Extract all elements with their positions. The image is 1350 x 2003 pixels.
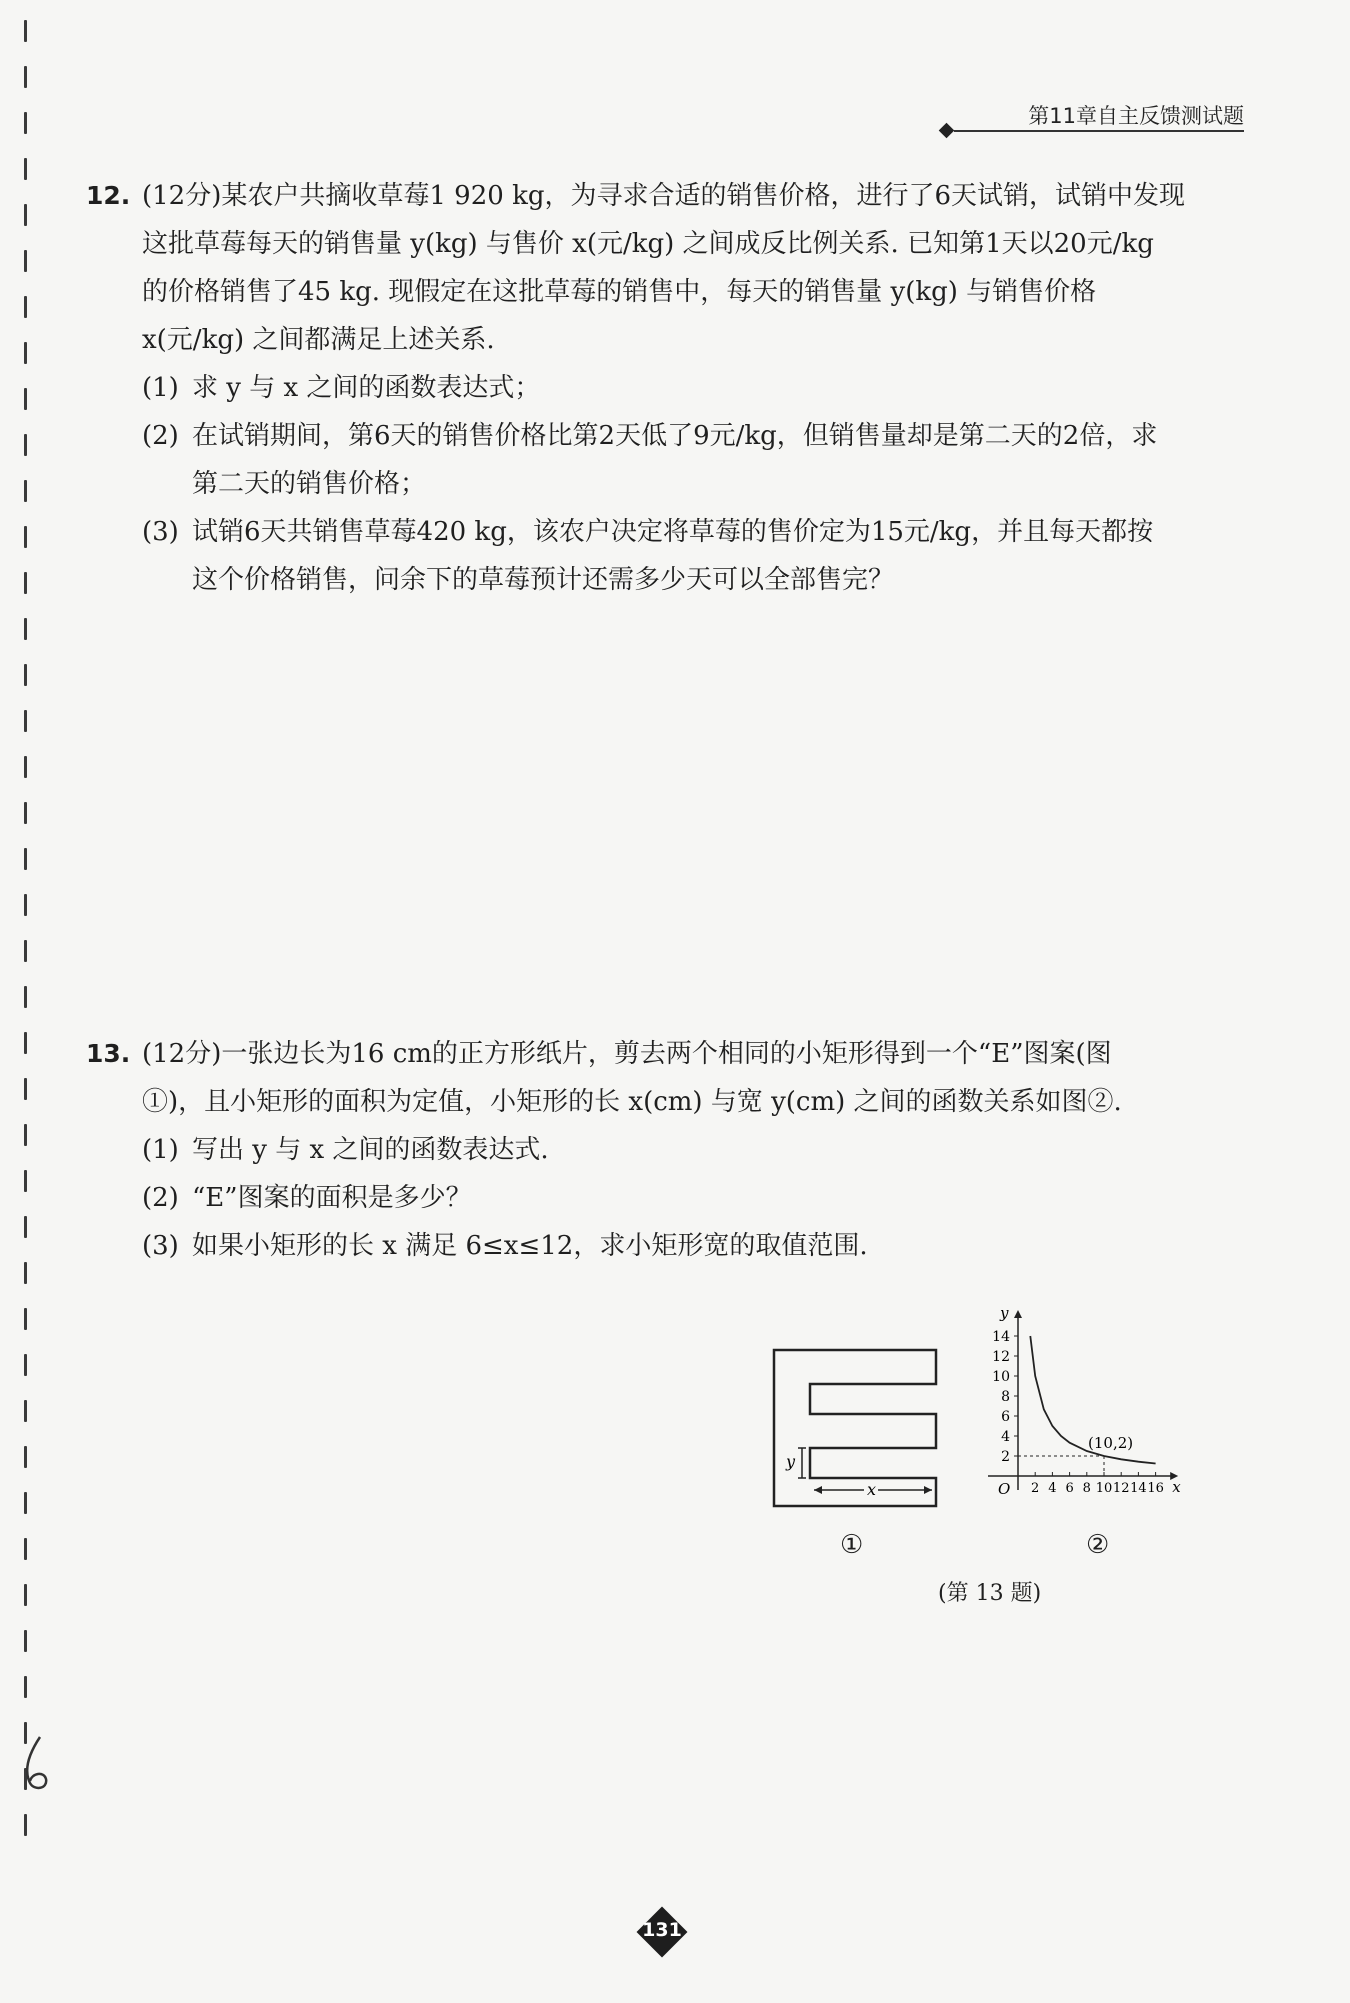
margin-mark bbox=[24, 158, 27, 180]
e-shape-outline bbox=[774, 1350, 936, 1506]
margin-mark bbox=[24, 1170, 27, 1192]
margin-mark bbox=[24, 1124, 27, 1146]
inverse-function-graph bbox=[968, 1288, 1230, 1508]
sub-text: “E”图案的面积是多少？ bbox=[192, 1183, 472, 1213]
sub-label: (1) bbox=[142, 1135, 179, 1165]
margin-mark bbox=[24, 204, 27, 226]
margin-mark bbox=[24, 1032, 27, 1054]
x-tick-label: 2 bbox=[1031, 1481, 1040, 1496]
sub-label: (2) bbox=[142, 1183, 179, 1213]
margin-mark bbox=[24, 894, 27, 916]
stem-line: x(元/kg) 之间都满足上述关系. bbox=[142, 325, 495, 355]
sub-text-continued: 第二天的销售价格； bbox=[192, 469, 427, 499]
stem-line: (12分)一张边长为16 cm的正方形纸片，剪去两个相同的小矩形得到一个“E”图案(图 bbox=[142, 1039, 1112, 1069]
margin-mark bbox=[24, 848, 27, 870]
figure-caption: (第 13 题) bbox=[938, 1581, 1042, 1606]
chapter-header bbox=[1028, 100, 1244, 130]
y-tick-label: 8 bbox=[1001, 1389, 1010, 1405]
margin-mark bbox=[24, 1354, 27, 1376]
header-rule bbox=[954, 130, 1244, 132]
margin-mark bbox=[24, 388, 27, 410]
y-dimension-label: y bbox=[786, 1452, 796, 1471]
y-tick-label: 12 bbox=[992, 1349, 1010, 1365]
margin-mark bbox=[24, 1538, 27, 1560]
sub-question-2 bbox=[142, 412, 1256, 460]
margin-mark bbox=[24, 434, 27, 456]
margin-mark bbox=[24, 250, 27, 272]
sub-question-2 bbox=[142, 1174, 1256, 1222]
margin-mark bbox=[24, 802, 27, 824]
margin-mark bbox=[24, 66, 27, 88]
margin-mark bbox=[24, 1446, 27, 1468]
figure-2-label: ② bbox=[1086, 1530, 1110, 1560]
sub-question-1 bbox=[142, 364, 1256, 412]
margin-mark bbox=[24, 756, 27, 778]
y-axis-arrow bbox=[1014, 1310, 1022, 1318]
y-tick-label: 4 bbox=[1001, 1429, 1010, 1445]
stem-line: 这批草莓每天的销售量 y(kg) 与售价 x(元/kg) 之间成反比例关系. 已知第1天以20元/kg bbox=[142, 229, 1154, 259]
question-number: 12. bbox=[86, 181, 131, 210]
origin-label: O bbox=[998, 1480, 1011, 1498]
margin-mark bbox=[24, 710, 27, 732]
sub-text: 如果小矩形的长 x 满足 6≤x≤12，求小矩形宽的取值范围. bbox=[192, 1231, 868, 1261]
x-tick-label: 4 bbox=[1048, 1481, 1057, 1496]
x-axis-label: x bbox=[1172, 1478, 1181, 1496]
margin-mark bbox=[24, 1814, 27, 1836]
margin-mark bbox=[24, 1262, 27, 1284]
stem-line: (12分)某农户共摘收草莓1 920 kg，为寻求合适的销售价格，进行了6天试销，试销中发现 bbox=[142, 181, 1186, 211]
margin-mark bbox=[24, 1400, 27, 1422]
binding-margin-marks bbox=[18, 20, 32, 1920]
diamond-icon bbox=[939, 123, 955, 139]
sub-label: (1) bbox=[142, 373, 179, 403]
point-label: (10,2) bbox=[1088, 1434, 1134, 1452]
margin-mark bbox=[24, 1676, 27, 1698]
margin-mark bbox=[24, 480, 27, 502]
x-tick-label: 14 bbox=[1130, 1481, 1147, 1496]
sub-text: 求 y 与 x 之间的函数表达式； bbox=[192, 373, 541, 403]
x-tick-label: 8 bbox=[1082, 1481, 1091, 1496]
margin-mark bbox=[24, 20, 27, 42]
chapter-title: 第11章自主反馈测试题 bbox=[1028, 104, 1244, 128]
e-shape-figure bbox=[768, 1340, 948, 1510]
question-13 bbox=[86, 1030, 1256, 1270]
margin-mark bbox=[24, 940, 27, 962]
question-stem bbox=[142, 172, 1256, 364]
figure-1-label: ① bbox=[840, 1530, 864, 1560]
x-tick-label: 10 bbox=[1095, 1481, 1113, 1496]
margin-mark bbox=[24, 296, 27, 318]
question-12 bbox=[86, 172, 1256, 604]
margin-mark bbox=[24, 1492, 27, 1514]
margin-mark bbox=[24, 1584, 27, 1606]
sub-text: 在试销期间，第6天的销售价格比第2天低了9元/kg，但销售量却是第二天的2倍，求 bbox=[192, 421, 1158, 451]
margin-mark bbox=[24, 572, 27, 594]
sub-text: 试销6天共销售草莓420 kg，该农户决定将草莓的售价定为15元/kg，并且每天都按 bbox=[192, 517, 1154, 547]
y-tick-label: 10 bbox=[992, 1369, 1010, 1385]
sub-question-3 bbox=[142, 1222, 1256, 1270]
margin-mark bbox=[24, 986, 27, 1008]
y-tick-label: 2 bbox=[1001, 1449, 1010, 1465]
question-stem bbox=[142, 1030, 1256, 1126]
y-tick-label: 6 bbox=[1001, 1409, 1010, 1425]
x-tick-label: 16 bbox=[1147, 1481, 1164, 1496]
margin-mark bbox=[24, 618, 27, 640]
sub-question-3 bbox=[142, 508, 1256, 556]
sub-label: (2) bbox=[142, 421, 179, 451]
page-number: 131 bbox=[642, 1919, 682, 1941]
sub-question-1 bbox=[142, 1126, 1256, 1174]
margin-mark bbox=[24, 526, 27, 548]
sub-label: (3) bbox=[142, 1231, 179, 1261]
y-tick-label: 14 bbox=[992, 1329, 1010, 1345]
sub-text-continued: 这个价格销售，问余下的草莓预计还需多少天可以全部售完？ bbox=[192, 565, 895, 595]
margin-mark bbox=[24, 1216, 27, 1238]
margin-mark bbox=[24, 1630, 27, 1652]
x-dimension-label: x bbox=[867, 1480, 877, 1499]
margin-mark bbox=[24, 1308, 27, 1330]
stem-line: 的价格销售了45 kg. 现假定在这批草莓的销售中，每天的销售量 y(kg) 与销售价格 bbox=[142, 277, 1097, 307]
margin-mark bbox=[24, 1078, 27, 1100]
sub-text: 写出 y 与 x 之间的函数表达式. bbox=[192, 1135, 549, 1165]
x-tick-label: 6 bbox=[1065, 1481, 1074, 1496]
stem-line: ①)，且小矩形的面积为定值，小矩形的长 x(cm) 与宽 y(cm) 之间的函数关系如图②. bbox=[142, 1087, 1122, 1117]
question-number: 13. bbox=[86, 1039, 131, 1068]
x-tick-label: 12 bbox=[1112, 1481, 1130, 1496]
sub-label: (3) bbox=[142, 517, 179, 547]
y-axis-label: y bbox=[1000, 1304, 1009, 1322]
pen-scribble bbox=[18, 1735, 58, 1795]
page-number-badge bbox=[636, 1906, 688, 1958]
margin-mark bbox=[24, 342, 27, 364]
margin-mark bbox=[24, 664, 27, 686]
margin-mark bbox=[24, 112, 27, 134]
